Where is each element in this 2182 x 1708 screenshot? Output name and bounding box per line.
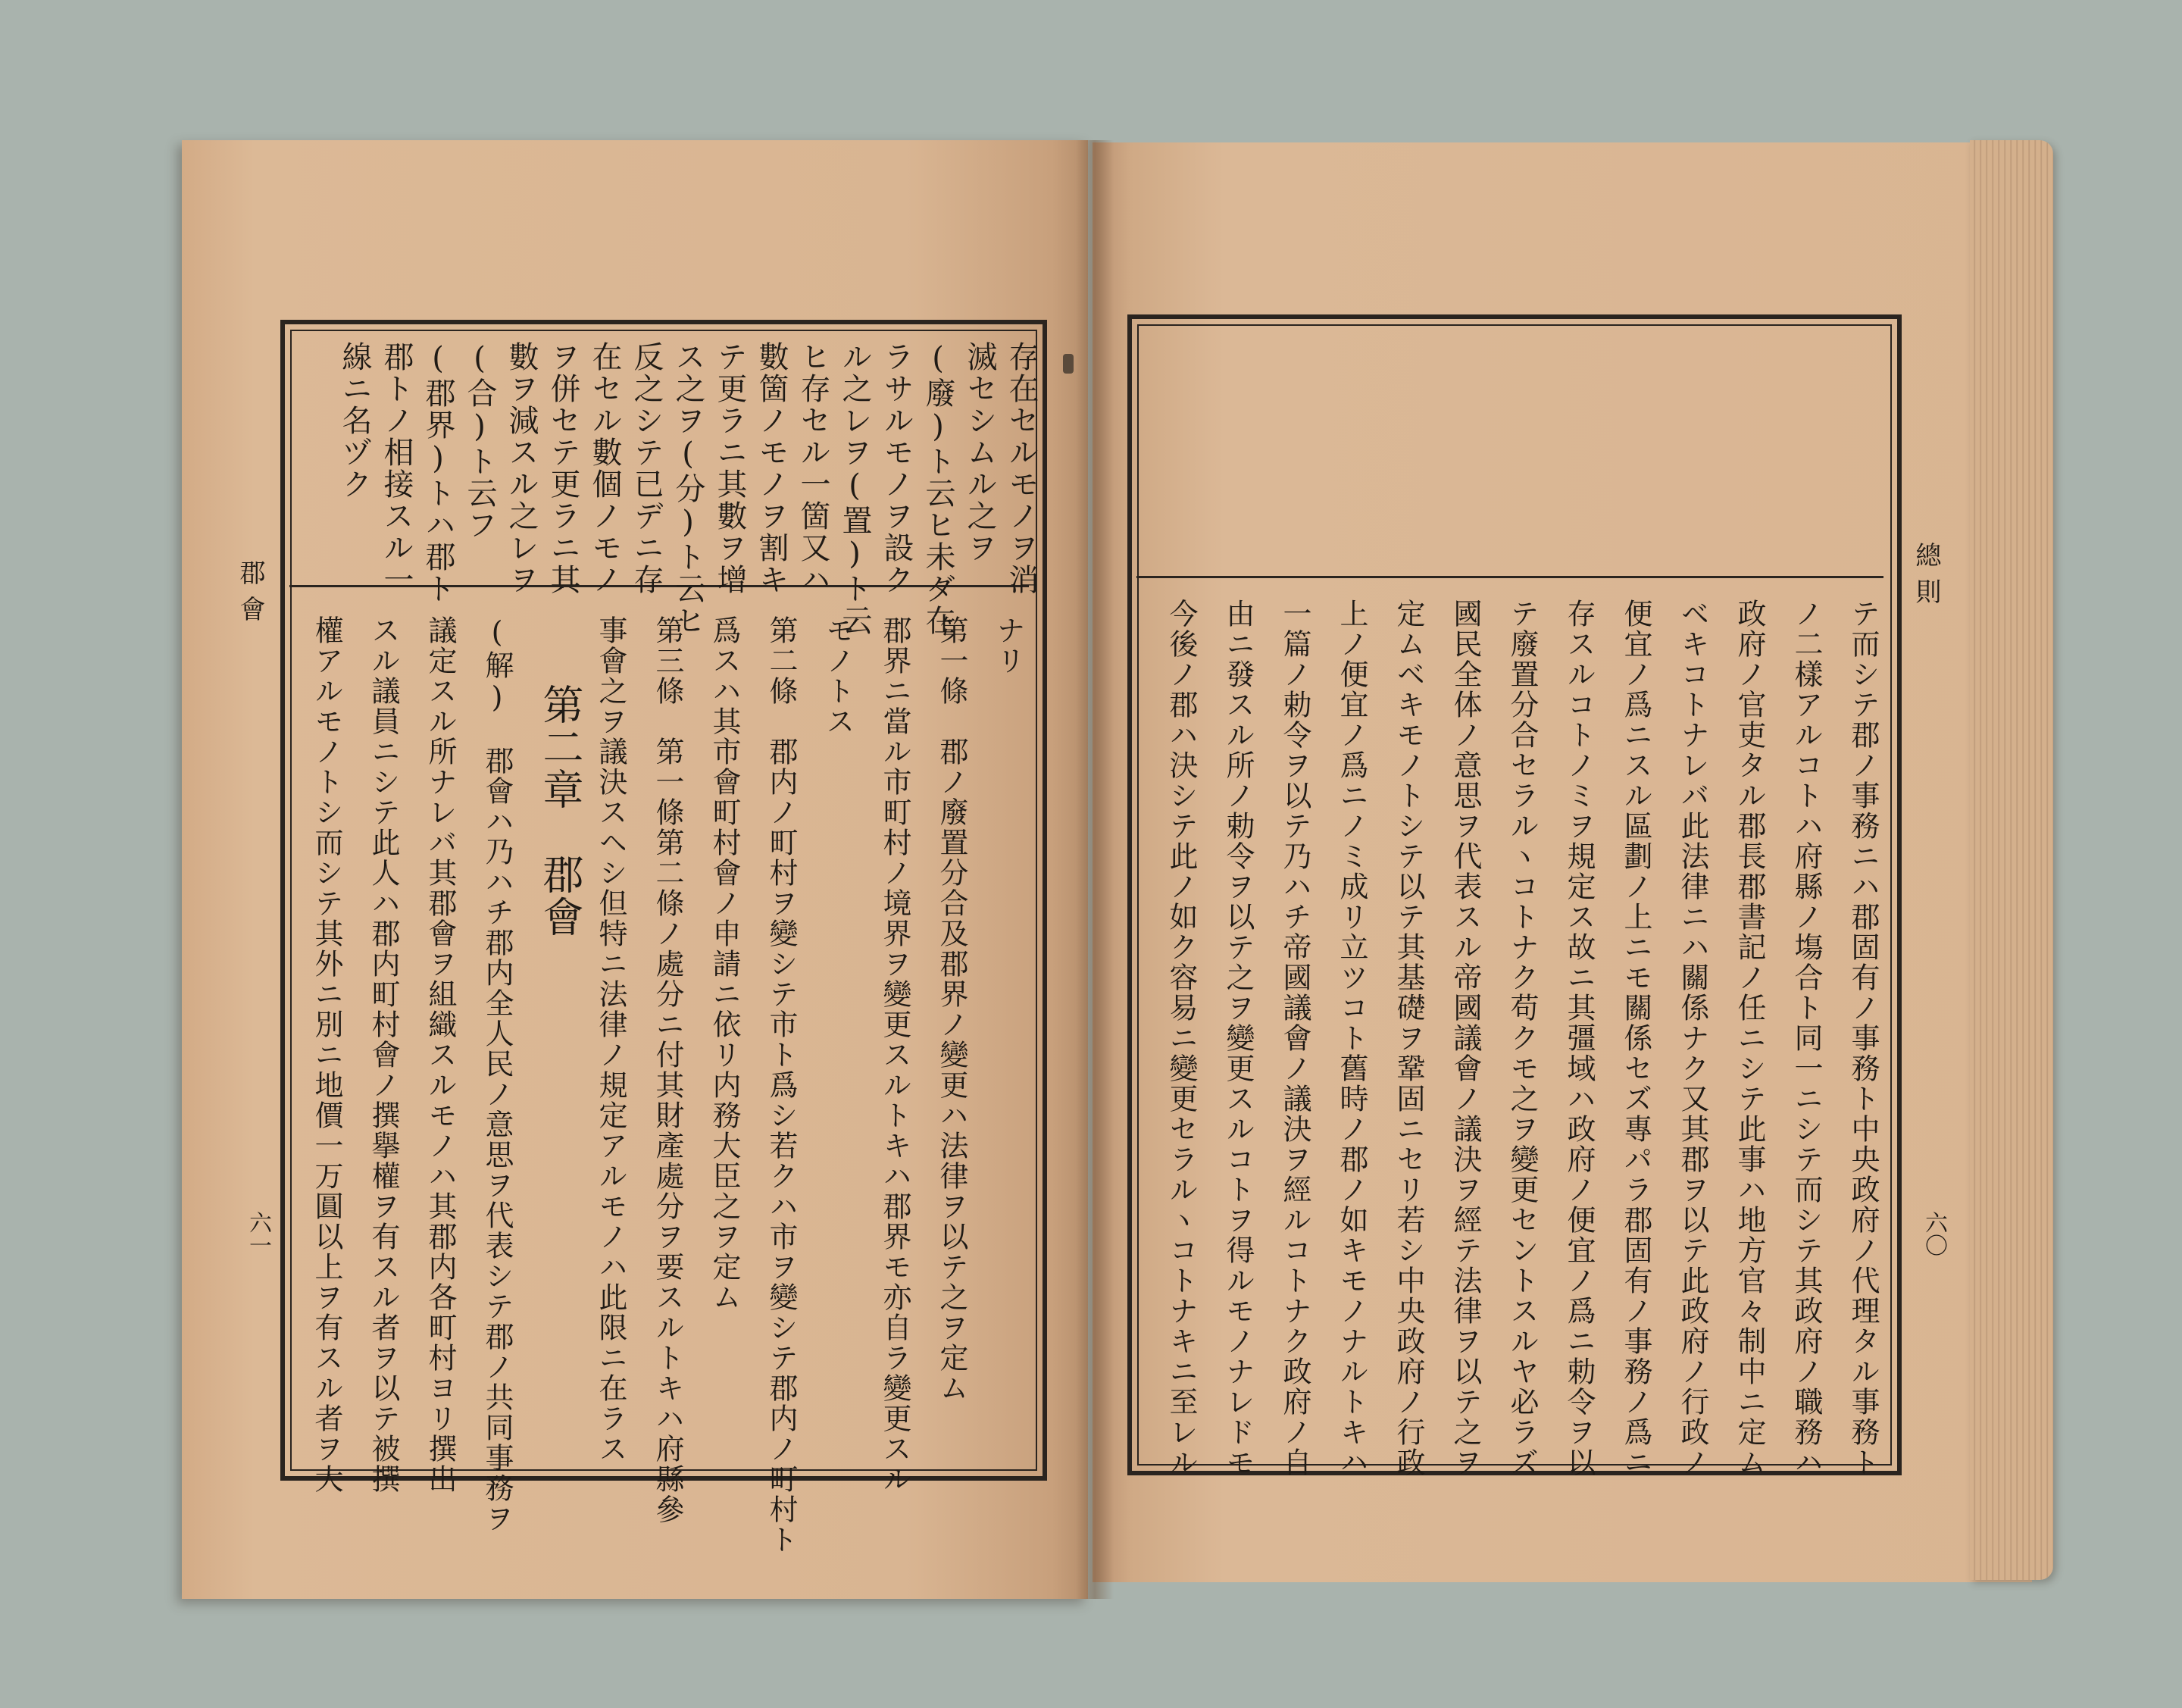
left-running-head: 郡會 [235,559,265,632]
text-column: ナリ [992,615,1025,676]
text-column: 事會之ヲ議決スヘシ但特ニ法律ノ規定アルモノハ此限ニ在ラス [594,615,627,1464]
text-column: 郡界ニ當ル市町村ノ境界ヲ變更スルトキハ郡界モ亦自ラ變更スル [878,615,911,1494]
annotation-column: 滅セシムル之ヲ [962,341,997,564]
text-column: 由ニ發スル所ノ勅令ヲ以テ之ヲ變更スルコトヲ得ルモノナレドモ [1221,599,1255,1478]
annotation-column: ル之レヲ(置)ト云 [837,341,872,637]
right-note-divider [1136,576,1883,578]
annotation-column: 存在セルモノヲ消 [1004,341,1039,596]
annotation-column: ヲ併セテ更ラニ其 [546,341,580,596]
text-column: 一篇ノ勅令ヲ以テ乃ハチ帝國議會ノ議決ヲ經ルコトナク政府ノ自 [1278,599,1311,1478]
text-column: モノトス [821,615,855,737]
annotation-column: ラサルモノヲ設ク [879,341,914,596]
page-edges [1970,140,2053,1580]
annotation-column: 在セル數個ノモノ [587,341,622,596]
annotation-column: ヒ存セル一箇又ハ [796,341,830,596]
annotation-column: 數ヲ減スル之レヲ [504,341,539,596]
text-column: 第三條 第一條第二條ノ處分ニ付其財產處分ヲ要スルトキハ府縣參 [651,615,684,1525]
binding-mark [1063,354,1074,374]
annotation-column: テ更ラニ其數ヲ增 [712,341,747,596]
text-column: 第一條 郡ノ廢置分合及郡界ノ變更ハ法律ヲ以テ之ヲ定ム [935,615,968,1403]
annotation-column: ス之ヲ(分)ト云ヒ [671,341,705,637]
text-column: 國民全体ノ意思ヲ代表スル帝國議會ノ議決ヲ經テ法律ヲ以テ之ヲ [1449,599,1482,1478]
text-column: 上ノ便宜ノ爲ニノミ成リ立ツコト舊時ノ郡ノ如キモノナルトキハ [1335,599,1368,1478]
text-column: スル議員ニシテ此人ハ郡内町村會ノ撰擧權ヲ有スル者ヲ以テ被撰 [367,615,400,1494]
text-column: 議定スル所ナレバ其郡會ヲ組織スルモノハ其郡内各町村ヨリ撰出 [424,615,457,1494]
annotation-column: 線ニ名ヅク [337,341,372,500]
text-column: ベキコトナレバ此法律ニハ關係ナク又其郡ヲ以テ此政府ノ行政ノ [1676,599,1709,1478]
right-running-head: 總則 [1911,542,1941,615]
text-column: 政府ノ官吏タル郡長郡書記ノ任ニシテ此事ハ地方官々制中ニ定ム [1733,599,1766,1478]
text-column: 定ムベキモノトシテ以テ其基礎ヲ鞏固ニセリ若シ中央政府ノ行政 [1392,599,1425,1478]
annotation-column: (廢)ト云ヒ未ダ在 [921,341,955,637]
text-column: 爲スハ其市會町村會ノ申請ニ依リ内務大臣之ヲ定ム [708,615,741,1312]
text-column: 第二章 郡會 [536,684,584,938]
text-column: 今後ノ郡ハ決シテ此ノ如ク容易ニ變更セラルヽコトナキニ至レル [1164,599,1198,1478]
text-column: テ廢置分合セラルヽコトナク苟クモ之ヲ變更セントスルヤ必ラズ [1505,599,1539,1478]
text-column: 權アルモノトシ而シテ其外ニ別ニ地價一万圓以上ヲ有スル者ヲ大 [310,615,343,1494]
annotation-column: 郡トノ相接スル一 [379,341,414,596]
text-column: (解) 郡會ハ乃ハチ郡内全人民ノ意思ヲ代表シテ郡ノ共同事務ヲ [480,615,514,1534]
annotation-column: (合)ト云フ [462,341,497,541]
text-column: ノ二樣アルコトハ府縣ノ塲合ト同一ニシテ而シテ其政府ノ職務ハ [1790,599,1823,1478]
annotation-column: (郡界)トハ郡ト [420,341,455,605]
book-gutter [1076,140,1114,1599]
text-column: 便宜ノ爲ニスル區劃ノ上ニモ關係セズ專パラ郡固有ノ事務ノ爲ニ [1619,599,1652,1478]
annotation-column: 數箇ノモノヲ割キ [754,341,789,596]
annotation-column: 反之シテ已デニ存 [629,341,664,596]
text-column: 第二條 郡内ノ町村ヲ變シテ市ト爲シ若クハ市ヲ變シテ郡内ノ町村ト [764,615,798,1555]
right-page-number: 六〇 [1921,1211,1947,1256]
left-page-number: 六一 [245,1211,271,1256]
text-column: テ而シテ郡ノ事務ニハ郡固有ノ事務ト中央政府ノ代理タル事務ト [1846,599,1880,1478]
text-column: 存スルコトノミヲ規定ス故ニ其彊域ハ政府ノ便宜ノ爲ニ勅令ヲ以 [1562,599,1596,1478]
